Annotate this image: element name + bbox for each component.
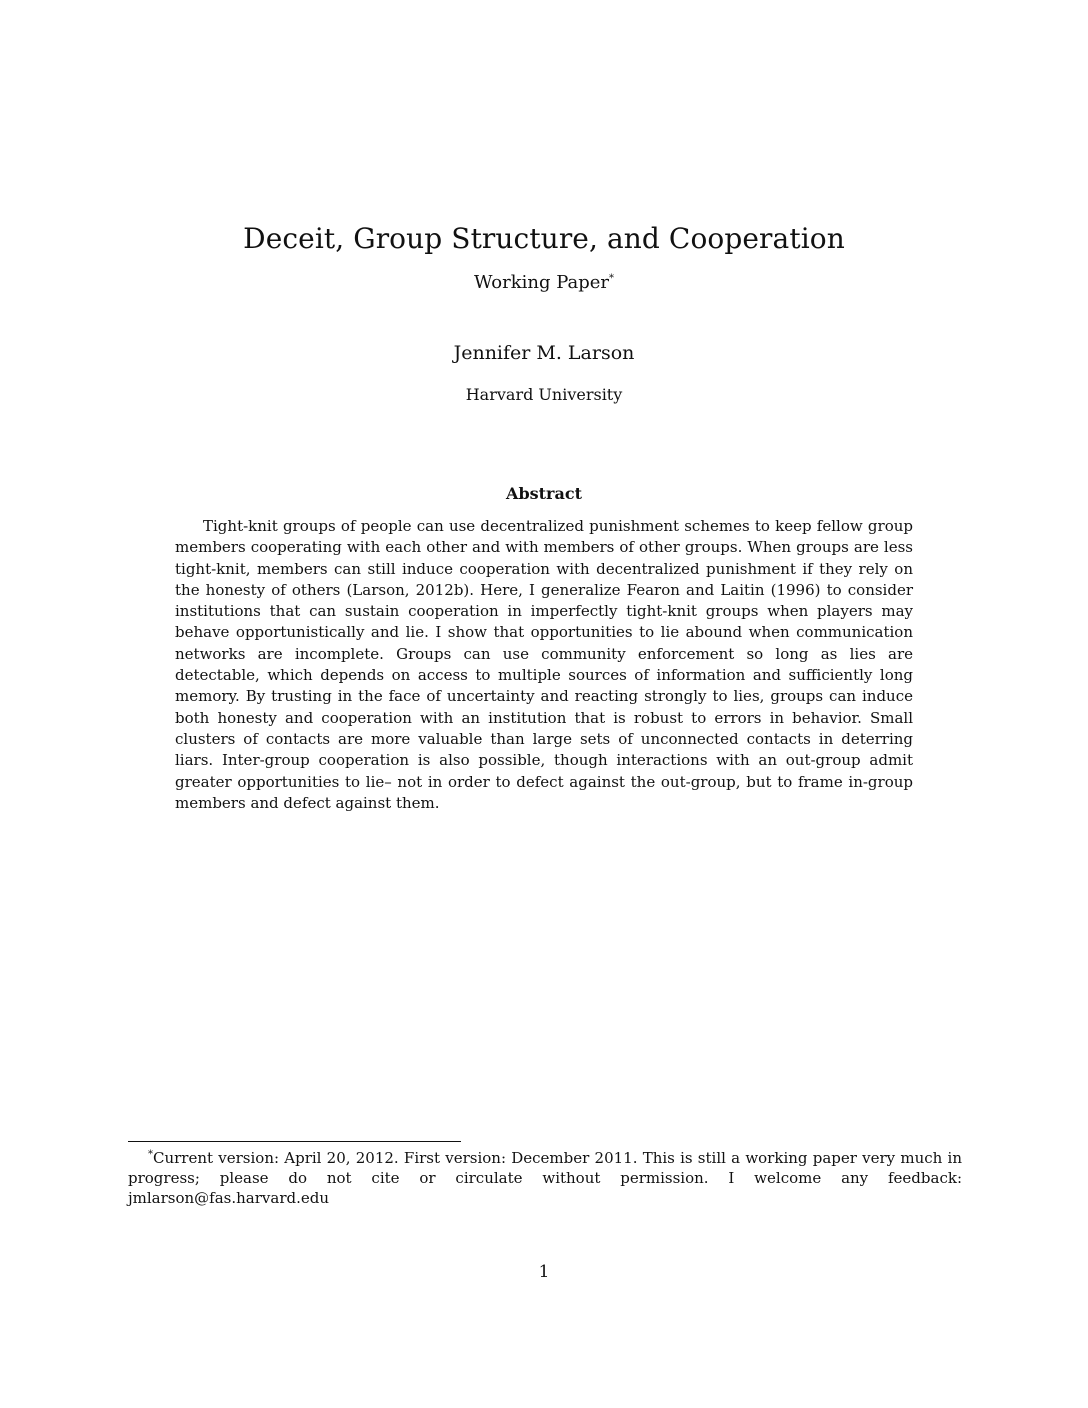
author-name: Jennifer M. Larson <box>453 342 635 364</box>
footnote-text: Current version: April 20, 2012. First version: December 2011. This is still a working paper very much in progress; please do not cite or circulate without permission. I welcome any feedback: jmlarson@fas.harvard.edu <box>128 1149 962 1207</box>
paper-subtitle <box>0 272 1088 293</box>
paper-title: Deceit, Group Structure, and Cooperation <box>243 222 845 255</box>
footnote-marker: * <box>609 273 615 284</box>
abstract-text: Tight-knit groups of people can use decentralized punishment schemes to keep fellow group members cooperating with each other and with members of other groups. When groups are less tight-knit, members can still induce cooperation with decentralized punishment if they rely on the honesty of others (Larson, 2012b). Here, I generalize Fearon and Laitin (1996) to consider institutions that can sustain cooperation in imperfectly tight-knit groups when players may behave opportunistically and lie. I show that opportunities to lie abound when communication networks are incomplete. Groups can use community enforcement so long as lies are detectable, which depends on access to multiple sources of information and sufficiently long memory. By trusting in the face of uncertainty and reacting strongly to lies, groups can induce both honesty and cooperation with an institution that is robust to errors in behavior. Small clusters of contacts are more valuable than large sets of unconnected contacts in deterring liars. Inter-group cooperation is also possible, though interactions with an out-group admit greater opportunities to lie– not in order to defect against the out-group, but to frame in-group members and defect against them. <box>175 517 913 812</box>
author-affiliation: Harvard University <box>465 385 623 404</box>
abstract-heading: Abstract <box>506 484 582 503</box>
footnote-divider <box>128 1141 461 1142</box>
subtitle-text: Working Paper <box>473 272 610 293</box>
page-number: 1 <box>538 1262 550 1282</box>
footnote <box>128 1148 962 1208</box>
footnote-marker: * <box>148 1149 153 1160</box>
